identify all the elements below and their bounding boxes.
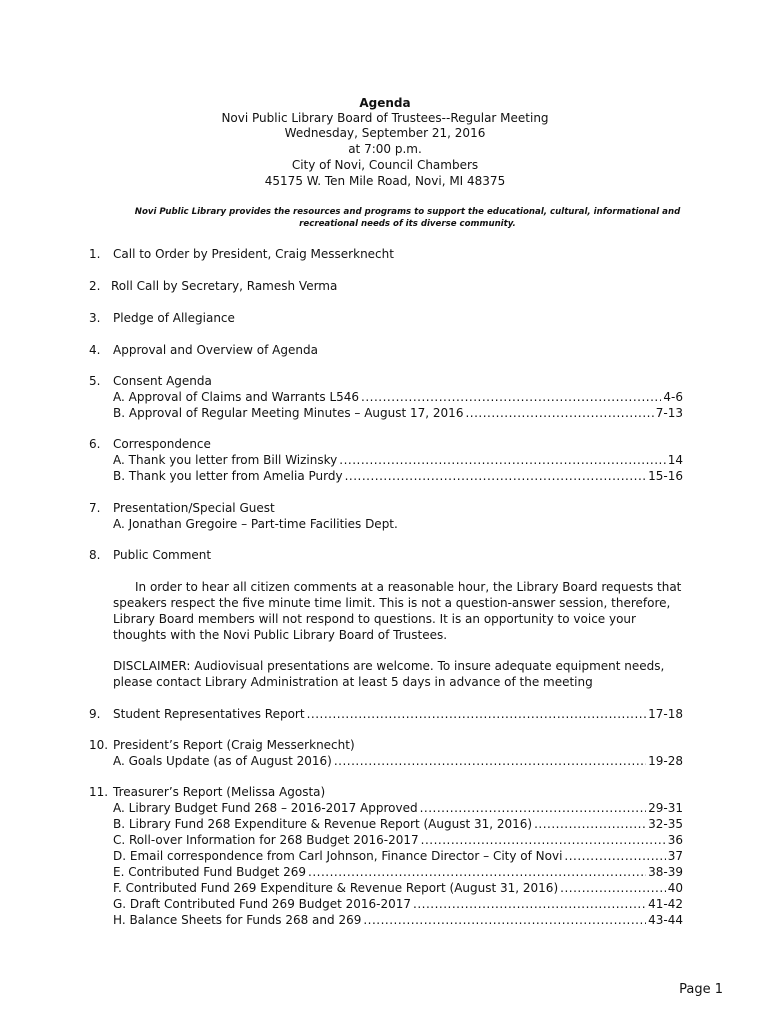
item-text: Student Representatives Report <box>113 707 305 721</box>
page-ref: 38-39 <box>648 865 683 879</box>
item-text: Treasurer’s Report (Melissa Agosta) <box>113 785 326 799</box>
meeting-address: 45175 W. Ten Mile Road, Novi, MI 48375 <box>264 174 506 188</box>
subitem-11h <box>113 912 683 928</box>
page-ref: 40 <box>667 881 683 895</box>
meeting-venue: City of Novi, Council Chambers <box>291 158 479 172</box>
subitem-text: B. Thank you letter from Amelia Purdy <box>113 469 343 483</box>
subitem-text: B. Approval of Regular Meeting Minutes – August 17, 2016 <box>113 406 464 420</box>
subitem-11d <box>113 848 683 864</box>
item-text: Presentation/Special Guest <box>113 501 275 515</box>
page-ref: 41-42 <box>648 897 683 911</box>
subitem-text: D. Email correspondence from Carl Johnson, Finance Director – City of Novi <box>113 849 563 863</box>
page-ref: 36 <box>667 833 683 847</box>
subitem-text: A. Library Budget Fund 268 – 2016-2017 Approved <box>113 801 418 815</box>
item-number: 3. <box>89 311 101 325</box>
page-ref: 4-6 <box>663 390 683 404</box>
item-text: Pledge of Allegiance <box>113 311 235 325</box>
subitem-text: F. Contributed Fund 269 Expenditure & Revenue Report (August 31, 2016) <box>113 881 559 895</box>
subitem-11f <box>113 880 683 896</box>
meeting-name: Novi Public Library Board of Trustees--Regular Meeting <box>221 111 549 125</box>
page-ref: 19-28 <box>648 754 683 768</box>
page-number: Page 1 <box>679 982 723 997</box>
item-number: 8. <box>89 548 101 562</box>
item-number: 2. <box>89 279 101 293</box>
subitem-6b <box>113 468 683 484</box>
page-ref: 14 <box>667 453 683 467</box>
page-ref: 17-18 <box>648 707 683 721</box>
item-9-line <box>113 706 683 722</box>
item-text: Call to Order by President, Craig Messerknecht <box>113 247 394 261</box>
page-ref: 43-44 <box>648 913 683 927</box>
subitem-text: A. Approval of Claims and Warrants L546 <box>113 390 360 404</box>
subitem-text: E. Contributed Fund Budget 269 <box>113 865 307 879</box>
mission-statement: Novi Public Library provides the resources and programs to support the educational, cultural, informational and recreational needs of its diverse community. <box>134 207 681 229</box>
subitem-11e <box>113 864 683 880</box>
meeting-time: at 7:00 p.m. <box>348 142 422 156</box>
item-number: 4. <box>89 343 101 357</box>
item-number: 1. <box>89 247 101 261</box>
subitem-7a: A. Jonathan Gregoire – Part-time Facilities Dept. <box>113 517 398 531</box>
item-number: 6. <box>89 437 101 451</box>
subitem-text: B. Library Fund 268 Expenditure & Revenue Report (August 31, 2016) <box>113 817 533 831</box>
page-ref: 37 <box>667 849 683 863</box>
item-number: 9. <box>89 707 101 721</box>
meeting-date: Wednesday, September 21, 2016 <box>284 126 486 140</box>
subitem-11g <box>113 896 683 912</box>
item-text: President’s Report (Craig Messerknecht) <box>113 738 355 752</box>
item-text: Consent Agenda <box>113 374 212 388</box>
item-text: Approval and Overview of Agenda <box>113 343 318 357</box>
subitem-6a <box>113 452 683 468</box>
subitem-11c <box>113 832 683 848</box>
subitem-10a <box>113 753 683 769</box>
subitem-text: C. Roll-over Information for 268 Budget 2016-2017 <box>113 833 419 847</box>
item-number: 11. <box>89 785 109 799</box>
subitem-text: G. Draft Contributed Fund 269 Budget 2016-2017 <box>113 897 412 911</box>
item-number: 5. <box>89 374 101 388</box>
subitem-11b <box>113 816 683 832</box>
page-ref: 29-31 <box>648 801 683 815</box>
item-text: Public Comment <box>113 548 212 562</box>
agenda-title: Agenda <box>359 96 411 110</box>
disclaimer-paragraph: DISCLAIMER: Audiovisual presentations are welcome. To insure adequate equipment needs, please contact Library Administration at least 5 days in advance of the meeting <box>113 659 665 689</box>
subitem-text: H. Balance Sheets for Funds 268 and 269 <box>113 913 362 927</box>
page-ref: 32-35 <box>648 817 683 831</box>
item-text: Roll Call by Secretary, Ramesh Verma <box>111 279 338 293</box>
subitem-11a <box>113 800 683 816</box>
subitem-text: A. Thank you letter from Bill Wizinsky <box>113 453 338 467</box>
subitem-text: A. Goals Update (as of August 2016) <box>113 754 332 768</box>
item-text: Correspondence <box>113 437 211 451</box>
subitem-5a <box>113 389 683 405</box>
item-number: 10. <box>89 738 109 752</box>
subitem-5b <box>113 405 683 421</box>
item-number: 7. <box>89 501 101 515</box>
page-ref: 7-13 <box>655 406 683 420</box>
public-comment-paragraph: In order to hear all citizen comments at a reasonable hour, the Library Board requests that speakers respect the five minute time limit. This is not a question-answer session, therefore, Library Board members will not respond to questions. It is an opportunity to voice your thoughts with the Novi Public Library Board of Trustees. <box>113 580 682 642</box>
page-ref: 15-16 <box>648 469 683 483</box>
